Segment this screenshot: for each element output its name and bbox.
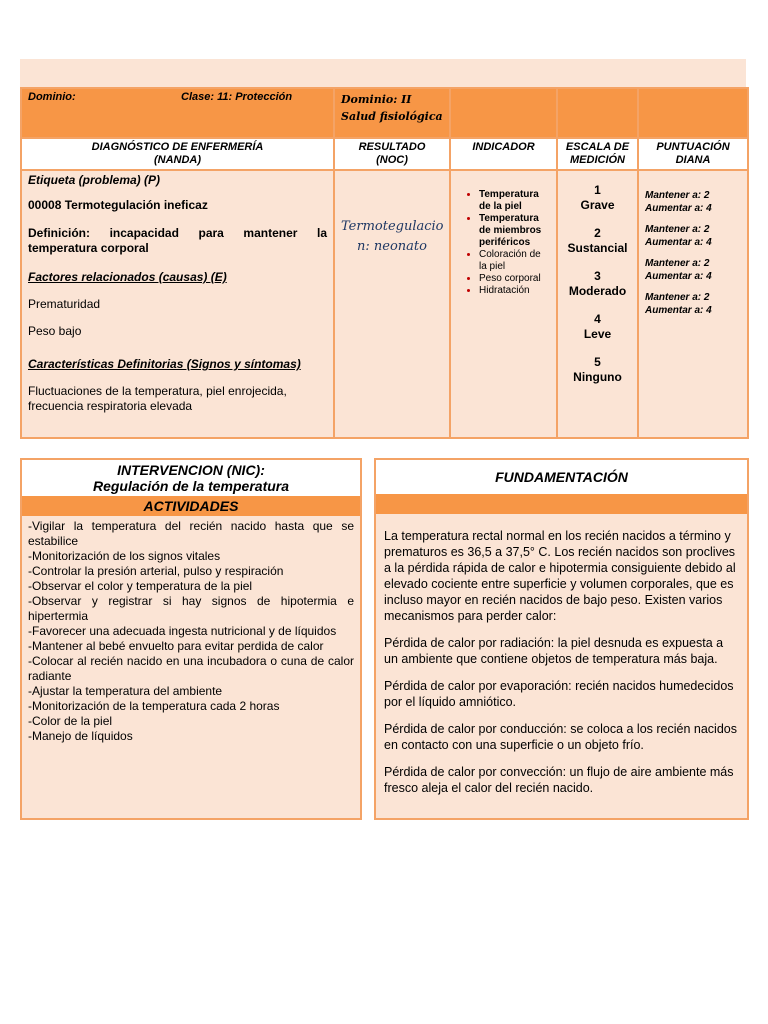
- care-plan-table: [20, 87, 749, 439]
- list-item: -Monitorización de la temperatura cada 2 horas: [28, 699, 280, 713]
- scale-list: [564, 183, 631, 385]
- list-item: • Coloración de la piel: [479, 249, 550, 273]
- list-item: -Favorecer una adecuada ingesta nutricional y de líquidos: [28, 624, 337, 638]
- scale-item: 1 Grave: [580, 183, 615, 212]
- list-item: -Vigilar la temperatura del recién nacido hasta que se estabilice: [28, 519, 354, 548]
- list-item: -Mantener al bebé envuelto para evitar perdida de calor: [28, 639, 324, 653]
- intervention-header: [22, 460, 360, 496]
- list-item: -Controlar la presión arterial, pulso y respiración: [28, 564, 284, 578]
- scale-item: 4 Leve: [583, 312, 612, 341]
- etiqueta-label: Etiqueta (problema) (P): [28, 173, 161, 187]
- col-puntuacion: PUNTUACIÓN DIANA: [638, 138, 748, 170]
- top-band: [20, 59, 746, 87]
- intervention-title: INTERVENCION (NIC):: [117, 462, 265, 478]
- factores-label: Factores relacionados (causas) (E): [28, 270, 227, 284]
- list-item: • Peso corporal: [479, 273, 550, 285]
- actividades-label: ACTIVIDADES: [22, 496, 360, 516]
- list-item: -Observar el color y temperatura de la piel: [28, 579, 253, 593]
- clase-label: Clase: 11: Protección: [181, 91, 293, 103]
- target-score-item: Mantener a: 2 Aumentar a: 4: [645, 292, 712, 316]
- caracteristicas-label: Características Definitorias (Signos y síntomas): [28, 357, 301, 371]
- scale-item: 5 Ninguno: [573, 355, 622, 384]
- list-item: -Color de la piel: [28, 714, 113, 728]
- paragraph: Pérdida de calor por convección: un flujo de aire ambiente más fresco aleja el calor del recién nacido.: [384, 765, 734, 795]
- resultado-cell: [334, 170, 450, 438]
- indicator-list: [457, 189, 550, 297]
- list-item: • Temperatura de miembros periféricos: [479, 213, 550, 249]
- domain-row: [21, 88, 748, 138]
- rationale-title: FUNDAMENTACIÓN: [376, 460, 747, 494]
- caracteristicas-text: Fluctuaciones de la temperatura, piel enrojecida, frecuencia respiratoria elevada: [28, 384, 287, 413]
- intervention-box: [20, 458, 362, 820]
- puntuacion-cell: [638, 170, 748, 438]
- column-header-row: [21, 138, 748, 170]
- rationale-box: [374, 458, 749, 820]
- escala-cell: [557, 170, 638, 438]
- factor-item: Prematuridad: [28, 297, 101, 311]
- dominio-label: Dominio: Clase: 11: Protección: [21, 88, 334, 138]
- scale-item: 2 Sustancial: [567, 226, 628, 255]
- scale-item: 3 Moderado: [568, 269, 627, 298]
- col-resultado: RESULTADO (NOC): [334, 138, 450, 170]
- col-indicador: INDICADOR: [450, 138, 557, 170]
- diagnostico-cell: [21, 170, 334, 438]
- paragraph: Pérdida de calor por conducción: se coloca a los recién nacidos en contacto con una superficie o un objeto frío.: [384, 722, 737, 752]
- paragraph: Pérdida de calor por evaporación: recién nacidos humedecidos por el líquido amniótico.: [384, 679, 734, 709]
- factor-item: Peso bajo: [28, 324, 82, 338]
- diagnosis-code: 00008 Termotegulación ineficaz: [28, 198, 208, 212]
- dominio-value: Dominio: II Salud fisiológica: [334, 88, 450, 138]
- list-item: -Manejo de líquidos: [28, 729, 133, 743]
- paragraph: La temperatura rectal normal en los recién nacidos a término y prematuros es 36,5 a 37,5° C. Los recién nacidos son proclives a la pérdida rápida de calor e hipotermia consiguiente debido al elevado cociente entre superficie y volumen corporales, que es incluso mayor en recién nacidos de bajo peso. Existen varios mecanismos para perder calor:: [384, 529, 736, 623]
- col-escala: ESCALA DE MEDICIÓN: [557, 138, 638, 170]
- list-item: -Ajustar la temperatura del ambiente: [28, 684, 223, 698]
- indicador-cell: [450, 170, 557, 438]
- target-score-item: Mantener a: 2 Aumentar a: 4: [645, 258, 712, 282]
- paragraph: Pérdida de calor por radiación: la piel desnuda es expuesta a un ambiente que contiene objetos de temperatura más baja.: [384, 636, 724, 666]
- list-item: -Observar y registrar si hay signos de hipotermia e hipertermia: [28, 594, 354, 623]
- target-score-item: Mantener a: 2 Aumentar a: 4: [645, 224, 712, 248]
- target-score-list: [645, 189, 741, 317]
- activities-list: [22, 516, 360, 747]
- list-item: -Monitorización de los signos vitales: [28, 549, 221, 563]
- target-score-item: Mantener a: 2 Aumentar a: 4: [645, 190, 712, 214]
- col-diagnostico: DIAGNÓSTICO DE ENFERMERÍA (NANDA): [21, 138, 334, 170]
- list-item: -Colocar al recién nacido en una incubadora o cuna de calor radiante: [28, 654, 354, 683]
- content-row: [21, 170, 748, 438]
- definicion: Definición: incapacidad para mantener la temperatura corporal: [28, 226, 328, 255]
- rationale-band: [376, 494, 747, 514]
- rationale-text: [376, 514, 747, 796]
- intervention-subtitle: Regulación de la temperatura: [92, 478, 290, 494]
- list-item: • Hidratación: [479, 285, 550, 297]
- list-item: • Temperatura de la piel: [479, 189, 550, 213]
- noc-result: Termotegulacio n: neonato: [341, 219, 444, 254]
